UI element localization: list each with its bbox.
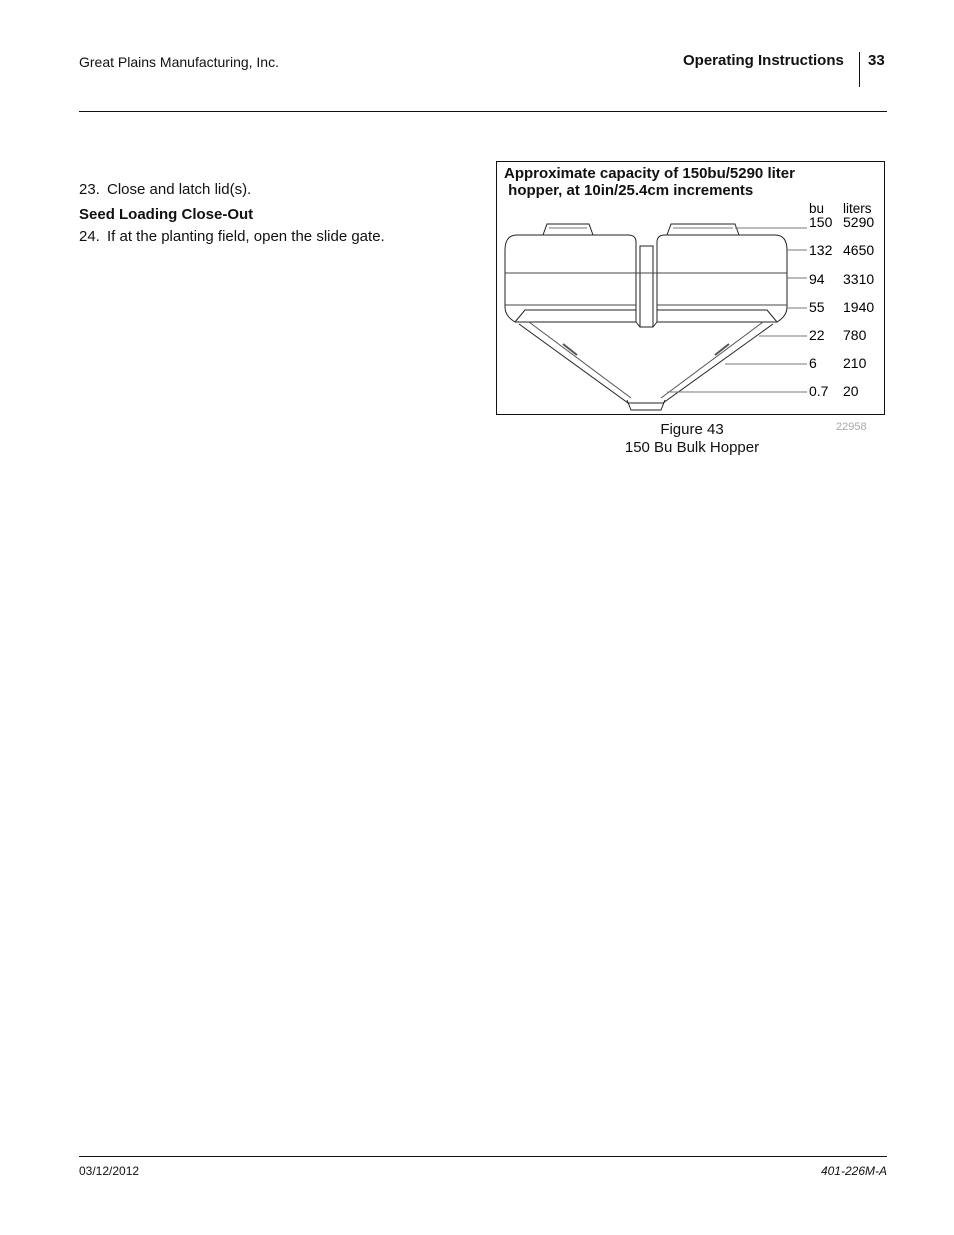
right-tank: [657, 235, 787, 322]
hopper-diagram: [497, 162, 885, 414]
figure-caption-number: Figure 43: [660, 421, 724, 438]
right-lid: [667, 224, 739, 235]
capacity-header-bu: bu: [809, 201, 825, 216]
capacity-header-liters: liters: [843, 201, 872, 216]
header-company: Great Plains Manufacturing, Inc.: [79, 54, 279, 70]
capacity-liters: 780: [843, 327, 867, 343]
capacity-liters: 20: [843, 383, 859, 399]
step-24: [79, 228, 385, 245]
header-divider: [859, 52, 860, 87]
left-lid: [543, 224, 593, 235]
figure-title-line2: hopper, at 10in/25.4cm increments: [504, 182, 754, 199]
footer-doc-number: 401-226M-A: [820, 1164, 887, 1178]
subheading: Seed Loading Close-Out: [79, 206, 254, 223]
figure-image-id: 22958: [836, 421, 867, 433]
page-number: 33: [868, 52, 885, 69]
header-section-title: Operating Instructions: [683, 52, 844, 69]
footer-rule: [79, 1156, 887, 1157]
capacity-bu: 132: [809, 242, 833, 258]
footer-date: 03/12/2012: [79, 1164, 140, 1178]
capacity-bu: 55: [809, 299, 825, 315]
capacity-bu: 0.7: [809, 383, 829, 399]
capacity-liters: 1940: [843, 299, 875, 315]
capacity-liters: 3310: [843, 271, 875, 287]
capacity-bu: 22: [809, 327, 825, 343]
step-number: 24.: [79, 228, 100, 245]
center-column: [640, 246, 653, 327]
capacity-liters: 5290: [843, 214, 875, 230]
step-23: [79, 181, 251, 198]
step-number: 23.: [79, 181, 100, 198]
step-text: If at the planting field, open the slide gate.: [107, 228, 385, 245]
figure-title-line1: Approximate capacity of 150bu/5290 liter: [504, 165, 795, 182]
capacity-bu: 94: [809, 271, 825, 287]
left-tank: [505, 235, 636, 322]
step-text: Close and latch lid(s).: [107, 181, 252, 198]
hopper-drawing: [505, 224, 787, 410]
header-rule: [79, 111, 887, 112]
slide-gate: [627, 400, 665, 410]
capacity-liters: 210: [843, 355, 867, 371]
capacity-liters: 4650: [843, 242, 875, 258]
capacity-bu: 6: [809, 355, 817, 371]
figure-caption-text: 150 Bu Bulk Hopper: [624, 439, 760, 456]
figure-caption: [572, 421, 812, 457]
capacity-bu: 150: [809, 214, 833, 230]
